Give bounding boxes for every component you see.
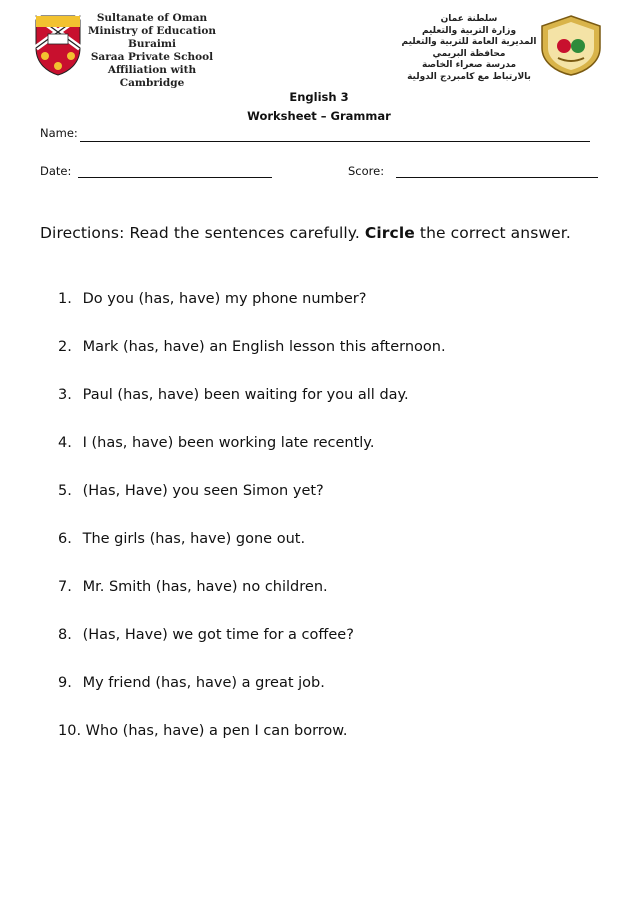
question-text: Paul (has, have) been waiting for you all day. [82, 387, 409, 403]
question-item [58, 673, 446, 721]
header-line: وزارة التربية والتعليم [421, 25, 517, 36]
question-text: The girls (has, have) gone out. [82, 531, 306, 547]
header-line: مدرسة صعراء الخاصة [421, 60, 517, 70]
question-item [58, 433, 446, 481]
worksheet-subject: English 3 [289, 90, 349, 104]
header-line: محافظة البريمي [432, 48, 506, 59]
question-item [58, 577, 446, 625]
score-blank [396, 177, 598, 178]
date-label: Date: [40, 164, 72, 178]
header-line: بالارتباط مع كامبردج الدولية [407, 71, 531, 82]
question-item [58, 721, 446, 769]
directions-before: Directions: Read the sentences carefully. [40, 224, 365, 242]
header-line: Saraa Private School [90, 51, 214, 63]
header-line: Buraimi [128, 38, 176, 50]
question-number: 9. [58, 675, 72, 691]
header-line: سلطنة عمان [440, 14, 498, 24]
question-number: 8. [58, 627, 72, 643]
school-emblem-icon [538, 14, 604, 76]
name-blank [80, 141, 590, 142]
header-line: Affiliation with Cambridge [107, 64, 197, 89]
worksheet-title: Worksheet – Grammar [247, 109, 391, 123]
cambridge-crest-icon [34, 14, 82, 76]
question-text: Who (has, have) a pen I can borrow. [85, 723, 348, 739]
question-text: Mr. Smith (has, have) no children. [82, 579, 328, 595]
question-text: Mark (has, have) an English lesson this afternoon. [82, 339, 446, 355]
question-list [58, 289, 446, 769]
question-text: Do you (has, have) my phone number? [82, 291, 367, 307]
question-item [58, 481, 446, 529]
question-item [58, 337, 446, 385]
question-number: 10. [58, 723, 82, 739]
name-label: Name: [40, 126, 78, 140]
header-line: Ministry of Education [87, 25, 217, 37]
school-header-arabic [400, 14, 538, 83]
question-number: 3. [58, 387, 72, 403]
directions-text [40, 224, 571, 242]
question-text: My friend (has, have) a great job. [82, 675, 325, 691]
header-line: المديرية العامة للتربية والتعليم [401, 37, 537, 47]
question-number: 4. [58, 435, 72, 451]
question-number: 5. [58, 483, 72, 499]
question-text: (Has, Have) you seen Simon yet? [82, 483, 324, 499]
question-number: 7. [58, 579, 72, 595]
question-text: (Has, Have) we got time for a coffee? [82, 627, 354, 643]
question-item [58, 289, 446, 337]
question-text: I (has, have) been working late recently. [82, 435, 375, 451]
question-item [58, 625, 446, 673]
question-number: 6. [58, 531, 72, 547]
question-number: 2. [58, 339, 72, 355]
question-number: 1. [58, 291, 72, 307]
date-blank [78, 177, 272, 178]
directions-emphasis: Circle [364, 224, 415, 242]
score-label: Score: [348, 164, 385, 178]
directions-after: the correct answer. [414, 224, 571, 242]
question-item [58, 385, 446, 433]
school-header-english [86, 12, 218, 90]
header-line: Sultanate of Oman [96, 12, 208, 24]
question-item [58, 529, 446, 577]
